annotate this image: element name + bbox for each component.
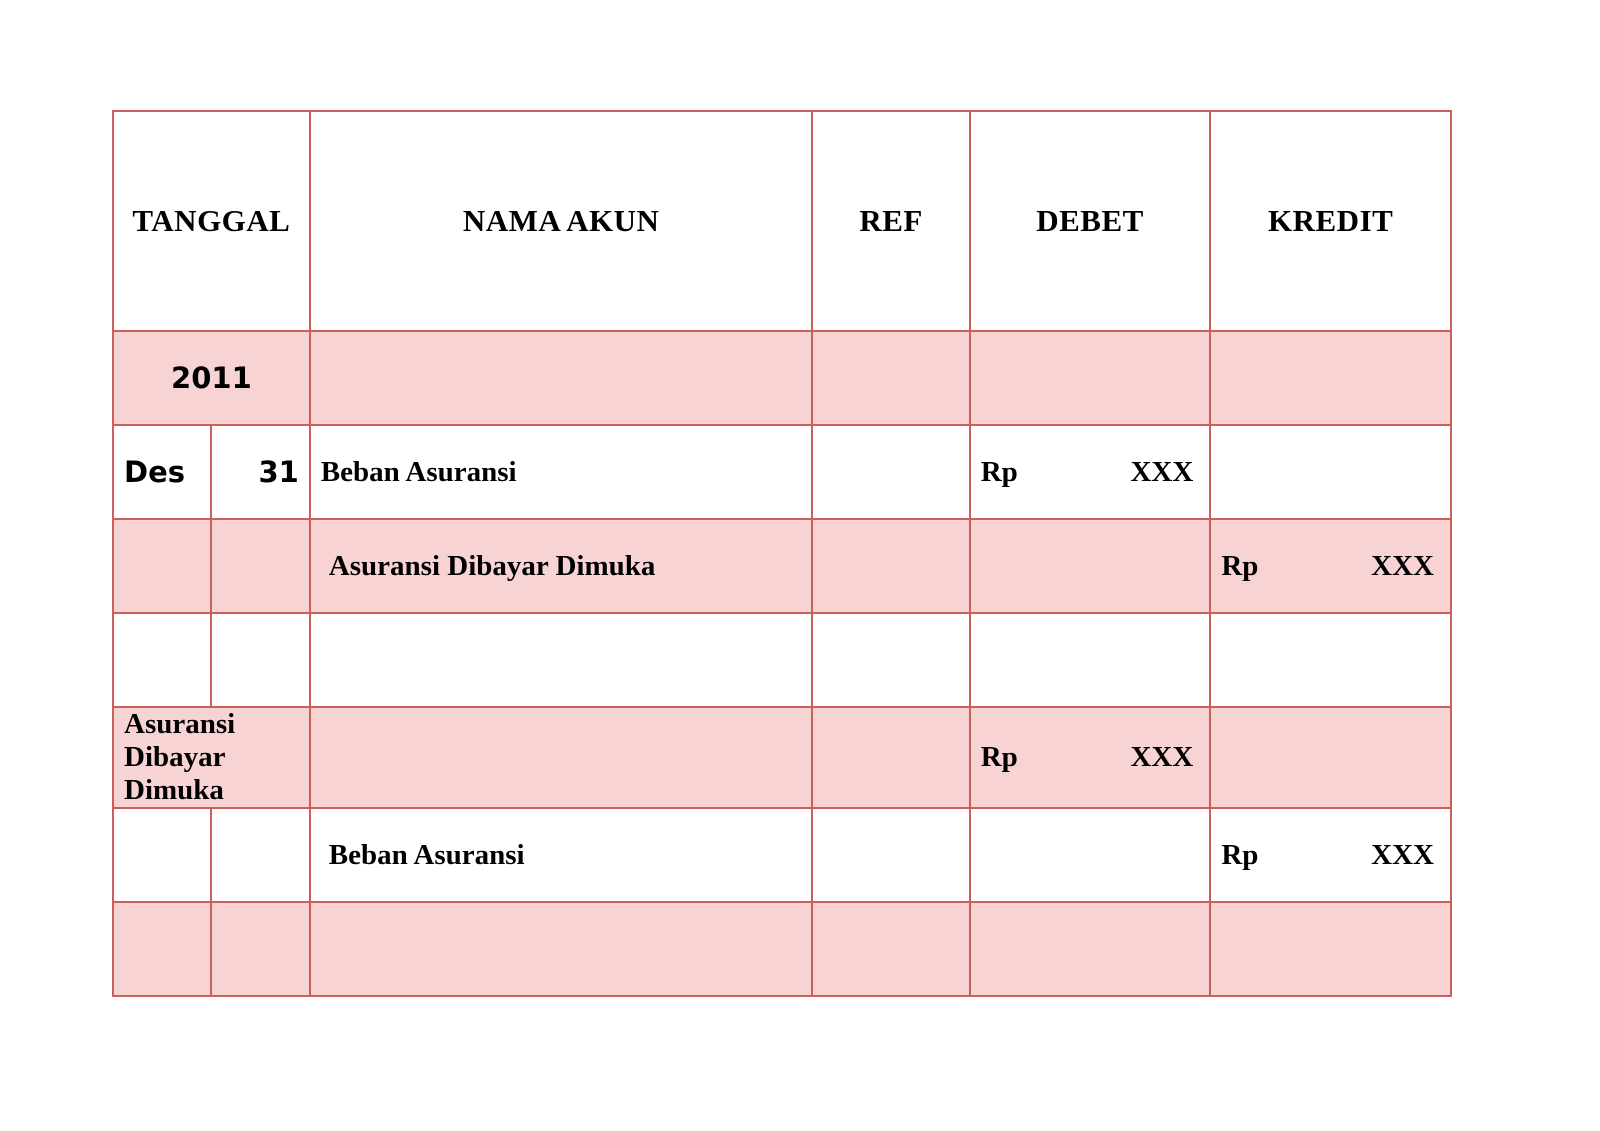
cell-ref xyxy=(812,425,969,519)
header-debet: DEBET xyxy=(970,111,1211,331)
cell-ref xyxy=(812,613,969,707)
cell-day xyxy=(211,613,309,707)
debet-currency: Rp xyxy=(980,455,1018,488)
cell-day xyxy=(211,519,309,613)
table-row xyxy=(113,331,1451,425)
header-ref: REF xyxy=(812,111,969,331)
cell-debet xyxy=(970,902,1211,996)
debet-currency: Rp xyxy=(980,741,1018,773)
cell-debet xyxy=(970,331,1211,425)
journal-table xyxy=(112,110,1452,997)
cell-day xyxy=(211,902,309,996)
cell-ref xyxy=(812,902,969,996)
table-row xyxy=(113,902,1451,996)
table-row xyxy=(113,707,1451,808)
table-header-row xyxy=(113,111,1451,331)
debet-value: XXX xyxy=(1130,455,1194,488)
cell-day: 31 xyxy=(211,425,309,519)
cell-debet xyxy=(970,425,1211,519)
cell-debet xyxy=(970,707,1211,808)
cell-kredit xyxy=(1210,902,1451,996)
cell-account: Asuransi Dibayar Dimuka xyxy=(310,519,813,613)
cell-day xyxy=(211,808,309,902)
cell-kredit xyxy=(1210,331,1451,425)
header-kredit: KREDIT xyxy=(1210,111,1451,331)
kredit-currency: Rp xyxy=(1221,838,1259,871)
header-nama-akun: NAMA AKUN xyxy=(310,111,813,331)
table-row xyxy=(113,425,1451,519)
cell-month: Des xyxy=(113,425,211,519)
cell-account: Asuransi Dibayar Dimuka xyxy=(113,707,310,808)
cell-ref xyxy=(812,519,969,613)
cell-kredit xyxy=(1210,425,1451,519)
cell-month xyxy=(113,902,211,996)
cell-account xyxy=(310,331,813,425)
cell-account: Beban Asuransi xyxy=(310,808,813,902)
journal-table-wrapper xyxy=(112,110,1452,997)
cell-account xyxy=(310,902,813,996)
cell-debet xyxy=(970,808,1211,902)
table-row xyxy=(113,519,1451,613)
cell-debet xyxy=(970,519,1211,613)
cell-month xyxy=(113,808,211,902)
cell-debet xyxy=(970,613,1211,707)
cell-month xyxy=(113,613,211,707)
cell-ref xyxy=(812,331,969,425)
cell-kredit xyxy=(1210,808,1451,902)
kredit-value: XXX xyxy=(1371,549,1434,582)
cell-year: 2011 xyxy=(113,331,310,425)
header-tanggal: TANGGAL xyxy=(113,111,310,331)
table-row xyxy=(113,613,1451,707)
table-row xyxy=(113,808,1451,902)
cell-ref xyxy=(812,808,969,902)
kredit-currency: Rp xyxy=(1221,549,1259,582)
debet-value: XXX xyxy=(1130,741,1194,773)
cell-kredit xyxy=(1210,519,1451,613)
cell-account-spill xyxy=(310,707,813,808)
kredit-value: XXX xyxy=(1371,838,1434,871)
cell-account xyxy=(310,613,813,707)
cell-ref xyxy=(812,707,969,808)
cell-month xyxy=(113,519,211,613)
cell-kredit xyxy=(1210,613,1451,707)
cell-account: Beban Asuransi xyxy=(310,425,813,519)
cell-kredit xyxy=(1210,707,1451,808)
